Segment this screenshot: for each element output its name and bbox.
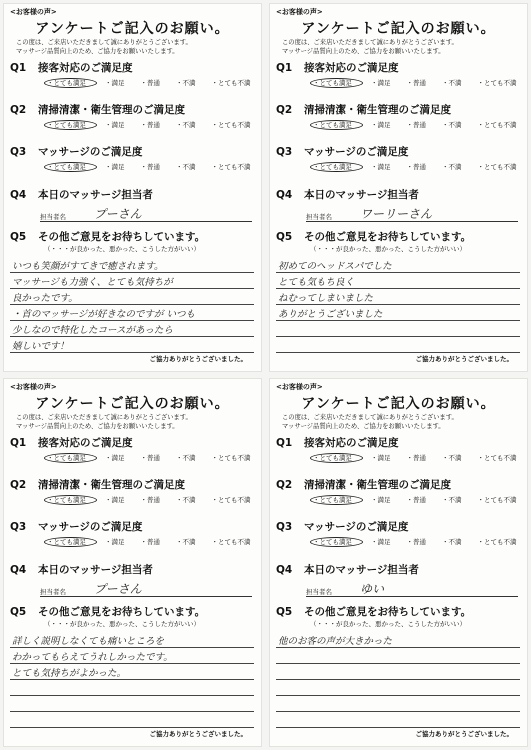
rating-option-label: とても不満 <box>218 121 251 129</box>
rating-option-label: 満足 <box>111 454 125 462</box>
rating-options <box>44 495 262 504</box>
question-text: 接客対応のご満足度 <box>38 62 133 74</box>
rating-option[interactable]: ・普通 <box>140 163 160 171</box>
survey-card <box>269 3 528 372</box>
rating-option-label: とても満足 <box>319 163 352 171</box>
comment-line <box>276 288 520 289</box>
question-text: 本日のマッサージ担当者 <box>38 564 153 576</box>
rating-option-label: とても不満 <box>484 496 517 504</box>
rating-option-label: 満足 <box>111 121 125 129</box>
rating-option[interactable]: ・とても不満 <box>211 454 251 462</box>
rating-option-label: 満足 <box>111 496 125 504</box>
comment-text: とても気もち良く <box>278 277 355 288</box>
comment-note: （・・・が良かった、悪かった、こうした方がいい） <box>44 620 200 628</box>
rating-option[interactable]: ・とても満足 <box>310 120 363 130</box>
question-text: マッサージのご満足度 <box>304 521 409 533</box>
comment-line <box>10 663 254 664</box>
comment-note: （・・・が良かった、悪かった、こうした方がいい） <box>310 620 466 628</box>
rating-option[interactable]: ・満足 <box>105 496 125 504</box>
rating-option[interactable]: ・満足 <box>105 538 125 546</box>
intro-line: マッサージ品質向上のため、ご協力をお願いいたします。 <box>282 423 445 430</box>
rating-options <box>44 120 262 129</box>
comment-line <box>276 352 520 353</box>
question-3 <box>10 144 142 159</box>
comment-line <box>10 711 254 712</box>
comment-note: （・・・が良かった、悪かった、こうした方がいい） <box>310 245 466 253</box>
rating-option[interactable]: ・とても満足 <box>44 162 97 172</box>
card-title: アンケートご記入のお願い。 <box>301 396 496 412</box>
rating-option-label: 普通 <box>147 163 160 171</box>
rating-option-label: とても不満 <box>218 538 251 546</box>
question-text: 清掃清潔・衛生管理のご満足度 <box>38 479 185 491</box>
rating-option-label: とても不満 <box>218 454 251 462</box>
rating-option-label: 普通 <box>147 496 160 504</box>
comment-line <box>276 336 520 337</box>
comment-line <box>10 272 254 273</box>
intro-line: この度は、ご来店いただきまして誠にありがとうございます。 <box>16 414 192 421</box>
rating-option[interactable]: ・普通 <box>140 538 160 546</box>
question-4 <box>10 562 153 577</box>
rating-option[interactable]: ・とても満足 <box>310 537 363 547</box>
rating-option-label: とても満足 <box>319 538 352 546</box>
question-1 <box>276 435 399 450</box>
staff-name: ゆい <box>360 582 385 596</box>
rating-option-label: とても満足 <box>53 79 86 87</box>
question-number: Q5 <box>276 231 293 243</box>
rating-option-label: 満足 <box>377 79 391 87</box>
card-intro <box>282 38 458 56</box>
question-3 <box>10 519 142 534</box>
rating-options <box>310 78 528 87</box>
rating-option[interactable]: ・不満 <box>442 496 462 504</box>
rating-option-label: 満足 <box>377 454 391 462</box>
rating-option-label: 満足 <box>377 538 391 546</box>
staff-label: 担当者名 <box>40 588 66 596</box>
rating-option[interactable]: ・とても不満 <box>211 496 251 504</box>
staff-underline <box>40 221 252 222</box>
rating-option[interactable]: ・普通 <box>406 121 426 129</box>
question-number: Q2 <box>276 104 293 116</box>
question-number: Q4 <box>10 564 27 576</box>
rating-option[interactable]: ・とても不満 <box>477 454 517 462</box>
survey-card <box>3 378 262 747</box>
question-number: Q5 <box>10 231 27 243</box>
question-5 <box>276 229 471 244</box>
rating-option[interactable]: ・不満 <box>442 454 462 462</box>
rating-option-label: とても不満 <box>484 538 517 546</box>
question-4 <box>276 187 419 202</box>
staff-label: 担当者名 <box>306 213 332 221</box>
rating-option[interactable]: ・とても満足 <box>44 453 97 463</box>
question-text: 本日のマッサージ担当者 <box>38 189 153 201</box>
rating-option-label: 満足 <box>377 496 391 504</box>
rating-option-label: 満足 <box>377 121 391 129</box>
question-text: 清掃清潔・衛生管理のご満足度 <box>304 479 451 491</box>
rating-option[interactable]: ・普通 <box>406 163 426 171</box>
rating-option[interactable]: ・不満 <box>176 79 196 87</box>
question-3 <box>276 144 408 159</box>
rating-options <box>310 537 528 546</box>
rating-option[interactable]: ・満足 <box>371 538 391 546</box>
question-5 <box>276 604 471 619</box>
question-number: Q1 <box>276 62 293 74</box>
rating-option-label: とても不満 <box>484 121 517 129</box>
comment-note: （・・・が良かった、悪かった、こうした方がいい） <box>44 245 200 253</box>
question-text: その他ご意見をお待ちしています。 <box>304 606 472 618</box>
comment-text: 詳しく説明しなくても痛いところを <box>12 636 165 647</box>
rating-option-label: 不満 <box>448 496 462 504</box>
question-5 <box>10 604 205 619</box>
rating-option-label: とても満足 <box>53 121 86 129</box>
rating-option-label: 普通 <box>147 121 160 129</box>
rating-option[interactable]: ・満足 <box>371 121 391 129</box>
question-number: Q1 <box>10 62 27 74</box>
rating-option-label: とても満足 <box>53 496 86 504</box>
question-number: Q4 <box>276 564 293 576</box>
question-number: Q4 <box>276 189 293 201</box>
rating-option[interactable]: ・不満 <box>176 454 196 462</box>
rating-option[interactable]: ・とても不満 <box>477 79 517 87</box>
rating-option[interactable]: ・普通 <box>140 79 160 87</box>
question-number: Q1 <box>10 437 27 449</box>
rating-option-label: 普通 <box>413 121 426 129</box>
question-text: 清掃清潔・衛生管理のご満足度 <box>304 104 451 116</box>
question-1 <box>10 60 133 75</box>
rating-options <box>44 453 262 462</box>
rating-option-label: 普通 <box>147 454 160 462</box>
rating-options <box>310 453 528 462</box>
rating-option-label: 不満 <box>448 121 462 129</box>
survey-card <box>3 3 262 372</box>
comment-line <box>276 695 520 696</box>
card-title: アンケートご記入のお願い。 <box>35 396 230 412</box>
question-text: その他ご意見をお待ちしています。 <box>304 231 472 243</box>
card-intro <box>282 413 458 431</box>
question-text: 接客対応のご満足度 <box>304 62 399 74</box>
intro-line: この度は、ご来店いただきまして誠にありがとうございます。 <box>282 39 458 46</box>
comment-line <box>10 288 254 289</box>
rating-option[interactable]: ・とても不満 <box>211 538 251 546</box>
staff-label: 担当者名 <box>306 588 332 596</box>
comment-text: とても気持ちがよかった。 <box>12 668 127 679</box>
rating-option[interactable]: ・とても不満 <box>211 79 251 87</box>
rating-option[interactable]: ・不満 <box>442 121 462 129</box>
rating-option[interactable]: ・普通 <box>406 538 426 546</box>
rating-option-label: とても満足 <box>319 121 352 129</box>
thanks-text: ご協力ありがとうございました。 <box>149 355 247 363</box>
rating-option-label: 不満 <box>182 79 196 87</box>
rating-option[interactable]: ・とても満足 <box>44 537 97 547</box>
comment-line <box>10 304 254 305</box>
rating-options <box>44 162 262 171</box>
rating-option[interactable]: ・とても満足 <box>310 162 363 172</box>
rating-option-label: 普通 <box>413 496 426 504</box>
comment-line <box>10 320 254 321</box>
rating-option[interactable]: ・不満 <box>176 538 196 546</box>
rating-option[interactable]: ・不満 <box>176 163 196 171</box>
rating-option-label: 普通 <box>147 79 160 87</box>
comment-text: ねむってしまいました <box>278 293 374 304</box>
rating-option[interactable]: ・とても不満 <box>211 121 251 129</box>
rating-option-label: 不満 <box>182 538 196 546</box>
rating-option-label: 普通 <box>147 538 160 546</box>
question-number: Q2 <box>10 479 27 491</box>
question-number: Q3 <box>276 146 293 158</box>
rating-option[interactable]: ・満足 <box>105 121 125 129</box>
question-1 <box>10 435 133 450</box>
staff-name: プーさん <box>94 207 142 221</box>
rating-option[interactable]: ・満足 <box>105 79 125 87</box>
comment-text: 少しなので特化したコースがあったら <box>12 325 173 336</box>
rating-option-label: 不満 <box>448 79 462 87</box>
staff-name: ワーリーさん <box>360 207 433 221</box>
question-3 <box>276 519 408 534</box>
question-number: Q3 <box>10 146 27 158</box>
rating-option-label: 不満 <box>182 496 196 504</box>
rating-option-label: 不満 <box>182 454 196 462</box>
rating-option[interactable]: ・普通 <box>140 496 160 504</box>
rating-option-label: 普通 <box>413 79 426 87</box>
comment-text: ・首のマッサージが好きなのですが いつも <box>12 309 195 320</box>
survey-card <box>269 378 528 747</box>
question-5 <box>10 229 205 244</box>
question-4 <box>10 187 153 202</box>
rating-option-label: とても不満 <box>218 163 251 171</box>
question-number: Q5 <box>276 606 293 618</box>
rating-option-label: とても不満 <box>218 79 251 87</box>
intro-line: マッサージ品質向上のため、ご協力をお願いいたします。 <box>16 48 179 55</box>
rating-option[interactable]: ・とても不満 <box>477 538 517 546</box>
question-2 <box>276 102 451 117</box>
rating-option-label: 満足 <box>111 163 125 171</box>
rating-option[interactable]: ・とても不満 <box>477 121 517 129</box>
rating-option[interactable]: ・満足 <box>371 163 391 171</box>
question-2 <box>276 477 451 492</box>
comment-line <box>276 304 520 305</box>
rating-option[interactable]: ・満足 <box>371 79 391 87</box>
comment-line <box>276 711 520 712</box>
question-text: 本日のマッサージ担当者 <box>304 189 419 201</box>
rating-option[interactable]: ・普通 <box>140 121 160 129</box>
rating-option-label: 満足 <box>111 538 125 546</box>
rating-options <box>44 78 262 87</box>
rating-option-label: とても不満 <box>484 454 517 462</box>
rating-option-label: 普通 <box>413 538 426 546</box>
card-header: <お客様の声> <box>10 383 57 391</box>
comment-text: マッサージも力強く、とても気持ちが <box>12 277 173 288</box>
comment-line <box>10 679 254 680</box>
comment-line <box>10 695 254 696</box>
comment-line <box>276 663 520 664</box>
rating-option-label: とても満足 <box>53 163 86 171</box>
rating-option[interactable]: ・普通 <box>406 454 426 462</box>
comment-line <box>276 727 520 728</box>
rating-option[interactable]: ・不満 <box>442 79 462 87</box>
comment-line <box>276 320 520 321</box>
card-header: <お客様の声> <box>276 383 323 391</box>
question-text: マッサージのご満足度 <box>38 146 143 158</box>
rating-options <box>44 537 262 546</box>
rating-option[interactable]: ・とても満足 <box>310 495 363 505</box>
comment-line <box>10 647 254 648</box>
rating-option[interactable]: ・とても満足 <box>44 495 97 505</box>
rating-options <box>310 495 528 504</box>
rating-option[interactable]: ・満足 <box>371 454 391 462</box>
rating-option-label: 不満 <box>448 538 462 546</box>
comment-line <box>276 647 520 648</box>
rating-option[interactable]: ・とても満足 <box>44 120 97 130</box>
thanks-text: ご協力ありがとうございました。 <box>149 730 247 738</box>
rating-option-label: とても不満 <box>218 496 251 504</box>
rating-option[interactable]: ・とても満足 <box>310 78 363 88</box>
rating-option[interactable]: ・不満 <box>442 538 462 546</box>
rating-option-label: とても満足 <box>53 538 86 546</box>
question-number: Q2 <box>10 104 27 116</box>
rating-option-label: 不満 <box>448 163 462 171</box>
question-text: マッサージのご満足度 <box>38 521 143 533</box>
comment-line <box>276 679 520 680</box>
rating-option-label: 満足 <box>111 79 125 87</box>
question-4 <box>276 562 419 577</box>
rating-option-label: とても満足 <box>319 496 352 504</box>
question-number: Q3 <box>10 521 27 533</box>
rating-option[interactable]: ・普通 <box>406 496 426 504</box>
staff-label: 担当者名 <box>40 213 66 221</box>
rating-option[interactable]: ・とても満足 <box>310 453 363 463</box>
rating-option[interactable]: ・満足 <box>105 454 125 462</box>
staff-underline <box>306 596 518 597</box>
comment-text: わかってもらえてうれしかったです。 <box>12 652 173 663</box>
question-2 <box>10 477 185 492</box>
intro-line: この度は、ご来店いただきまして誠にありがとうございます。 <box>282 414 458 421</box>
card-intro <box>16 38 192 56</box>
question-text: その他ご意見をお待ちしています。 <box>38 231 206 243</box>
intro-line: この度は、ご来店いただきまして誠にありがとうございます。 <box>16 39 192 46</box>
rating-option-label: 普通 <box>413 454 426 462</box>
rating-option-label: 不満 <box>182 163 196 171</box>
comment-text: 他のお客の声が大きかった <box>278 636 393 647</box>
comment-line <box>10 352 254 353</box>
rating-option[interactable]: ・とても不満 <box>477 496 517 504</box>
staff-name: プーさん <box>94 582 142 596</box>
question-text: 本日のマッサージ担当者 <box>304 564 419 576</box>
comment-line <box>10 727 254 728</box>
rating-option[interactable]: ・とても不満 <box>477 163 517 171</box>
rating-option[interactable]: ・満足 <box>105 163 125 171</box>
question-number: Q3 <box>276 521 293 533</box>
rating-option-label: 普通 <box>413 163 426 171</box>
rating-option-label: とても満足 <box>319 454 352 462</box>
rating-option-label: とても不満 <box>484 79 517 87</box>
rating-option[interactable]: ・とても満足 <box>44 78 97 88</box>
question-number: Q2 <box>276 479 293 491</box>
question-1 <box>276 60 399 75</box>
comment-line <box>10 336 254 337</box>
rating-option[interactable]: ・普通 <box>140 454 160 462</box>
rating-option[interactable]: ・普通 <box>406 79 426 87</box>
comment-text: ありがとうございました <box>278 309 383 320</box>
thanks-text: ご協力ありがとうございました。 <box>415 730 513 738</box>
question-text: 接客対応のご満足度 <box>304 437 399 449</box>
comment-text: 良かったです。 <box>12 293 78 304</box>
rating-options <box>310 162 528 171</box>
question-text: その他ご意見をお待ちしています。 <box>38 606 206 618</box>
card-intro <box>16 413 192 431</box>
staff-underline <box>306 221 518 222</box>
intro-line: マッサージ品質向上のため、ご協力をお願いいたします。 <box>16 423 179 430</box>
rating-option-label: 不満 <box>182 121 196 129</box>
question-text: 清掃清潔・衛生管理のご満足度 <box>38 104 185 116</box>
comment-text: いつも笑顔がすてきで癒されます。 <box>12 261 164 272</box>
rating-option-label: 不満 <box>448 454 462 462</box>
comment-line <box>276 272 520 273</box>
question-number: Q5 <box>10 606 27 618</box>
card-header: <お客様の声> <box>276 8 323 16</box>
comment-text: 嬉しいです！ <box>12 341 70 352</box>
question-number: Q4 <box>10 189 27 201</box>
staff-underline <box>40 596 252 597</box>
rating-option[interactable]: ・不満 <box>442 163 462 171</box>
rating-option-label: とても満足 <box>319 79 352 87</box>
question-2 <box>10 102 185 117</box>
rating-option[interactable]: ・とても不満 <box>211 163 251 171</box>
question-text: マッサージのご満足度 <box>304 146 409 158</box>
intro-line: マッサージ品質向上のため、ご協力をお願いいたします。 <box>282 48 445 55</box>
question-number: Q1 <box>276 437 293 449</box>
rating-option[interactable]: ・不満 <box>176 496 196 504</box>
rating-option[interactable]: ・満足 <box>371 496 391 504</box>
rating-option-label: とても不満 <box>484 163 517 171</box>
card-title: アンケートご記入のお願い。 <box>35 21 230 37</box>
comment-text: 初めてのヘッドスパでした <box>278 261 392 272</box>
card-header: <お客様の声> <box>10 8 57 16</box>
rating-option[interactable]: ・不満 <box>176 121 196 129</box>
rating-option-label: とても満足 <box>53 454 86 462</box>
card-title: アンケートご記入のお願い。 <box>301 21 496 37</box>
rating-options <box>310 120 528 129</box>
question-text: 接客対応のご満足度 <box>38 437 133 449</box>
rating-option-label: 満足 <box>377 163 391 171</box>
thanks-text: ご協力ありがとうございました。 <box>415 355 513 363</box>
